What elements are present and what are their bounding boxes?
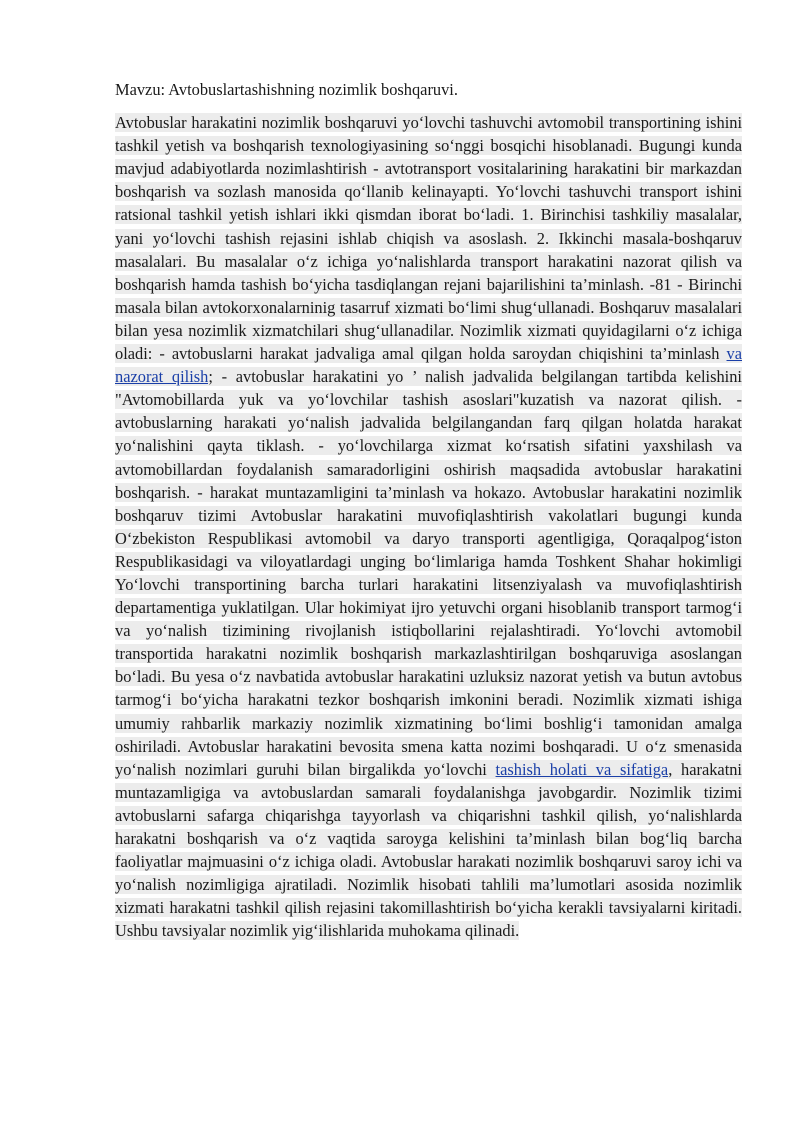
link-va-nazorat-qilish[interactable]: va nazorat qilish [115, 344, 742, 387]
body-text-segment: Avtobuslar harakatini nozimlik boshqaruvi yo‘lovchi tashuvchi avtomobil transportining ishini tashkil yetish va boshqarish texnologiyasining so‘nggi bosqichi hisoblanadi. Bugungi kunda mavjud adabiyotlarda nozimlashtirish - avtotransport vositalarining harakatini bir markazdan boshqarish va sozlash manosida qo‘llanib kelinayapti. Yo‘lovchi tashuvchi transport ishini ratsional tashkil yetish ishlari ikki qismdan iborat bo‘ladi. 1. Birinchisi tashkiliy masalalar, yani yo‘lovchi tashish rejasini ishlab chiqish va asoslash. 2. Ikkinchi masala-boshqaruv masalalari. Bu masalalar o‘z ichiga yo‘nalishlarda transport harakatini nazorat qilish va boshqarish hamda tashish bo‘yicha tasdiqlangan rejani bajarilishini ta’minlash. -81 - Birinchi masala bilan avtokorxonalarninig tasarruf xizmati bo‘limi shug‘ullanadi. Boshqaruv masalalari bilan yesa nozimlik xizmatchilari shug‘ullanadilar. Nozimlik xizmati quyidagilarni o‘z ichiga oladi: - avtobuslarni harakat jadvaliga amal qilgan holda saroydan chiqishini ta’minlash [115, 113, 742, 364]
document-body [115, 111, 742, 942]
body-text-segment: ; - avtobuslar harakatini yo ’ nalish jadvalida belgilangan tartibda kelishini "Avtomobillarda yuk va yo‘lovchilar tashish asoslari"kuzatish va nazorat qilish. - avtobuslarning harakati yo‘nalish jadvalida belgilangandan farq qilgan holatda harakat yo‘nalishini qayta tiklash. - yo‘lovchilarga xizmat ko‘rsatish sifatini yaxshilash va avtomobillardan foydalanish samaradorligini oshirish maqsadida avtobuslar harakatini boshqarish. - harakat muntazamligini ta’minlash va hokazo. Avtobuslar harakatini nozimlik boshqaruv tizimi Avtobuslar harakatini muvofiqlashtirish vakolatlari bugungi kunda O‘zbekiston Respublikasi avtomobil va daryo transporti agentligiga, Qoraqalpog‘iston Respublikasidagi va viloyatlardagi unging bo‘limlariga hamda Toshkent Shahar hokimligi Yo‘lovchi transportining barcha turlari harakatini litsenziyalash va muvofiqlashtirish departamentiga yuklatilgan. Ular hokimiyat ijro yetuvchi organi hisoblanib transport tarmog‘i va yo‘nalish tizimining rivojlanish istiqbollarini rejalashtiradi. Yo‘lovchi avtomobil transportida harakatni nozimlik boshqarish markazlashtirilgan boshqaruviga asoslangan bo‘ladi. Bu yesa o‘z navbatida avtobuslar harakatini uzluksiz nazorat yetish va butun avtobus tarmog‘i bo‘yicha harakatni tezkor boshqarish imkonini beradi. Nozimlik xizmati ishiga umumiy rahbarlik markaziy nozimlik xizmatining bo‘limi boshlig‘i tamonidan amalga oshiriladi. Avtobuslar harakatini bevosita smena katta nozimi boshqaradi. U o‘z smenasida yo‘nalish nozimlari guruhi bilan birgalikda yo‘lovchi [115, 367, 742, 779]
document-title: Mavzu: Avtobuslartashishning nozimlik boshqaruvi. [115, 80, 458, 99]
link-tashish-holati[interactable]: tashish holati va sifatiga [495, 759, 669, 779]
document-page [115, 78, 742, 942]
body-text-segment: , harakatni muntazamligiga va avtobuslardan samarali foydalanishga javobgardir. Nozimlik tizimi avtobuslarni safarga chiqarishga tayyorlash va chiqarishni tashkil qilish, yo‘nalishlarda harakatni boshqarish va o‘z vaqtida saroyga kelishini ta’minlash bilan bog‘liq barcha faoliyatlar majmuasini o‘z ichiga oladi. Avtobuslar harakati nozimlik boshqaruvi saroy ichi va yo‘nalish nozimligiga ajratiladi. Nozimlik hisobati tahlili ma’lumotlari asosida nozimlik xizmati harakatni tashkil qilish rejasini takomillashtirish bo‘yicha kerakli tavsiyalarni kiritadi. Ushbu tavsiyalar nozimlik yig‘ilishlarida muhokama qilinadi. [115, 759, 742, 941]
